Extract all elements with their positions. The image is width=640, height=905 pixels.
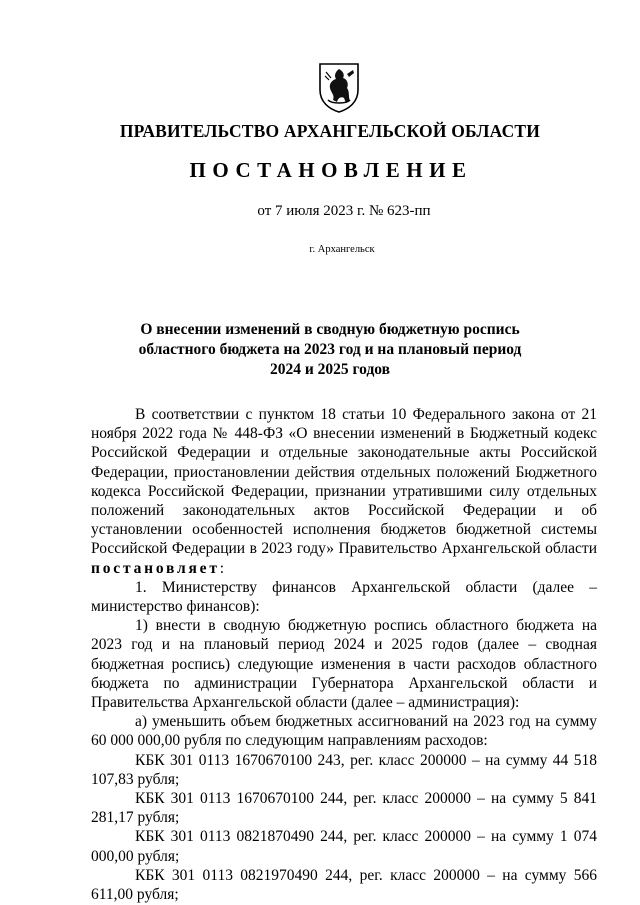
paragraph-a: а) уменьшить объем бюджетных ассигнований на 2023 год на сумму 60 000 000,00 рубля по следующим направлениям расходов: [91, 713, 597, 750]
coat-of-arms-icon [316, 60, 362, 114]
decree-word: постановляет [91, 559, 220, 577]
kbk-line: КБК 301 0113 1670670100 243, рег. класс 200000 – на сумму 44 518 107,83 рубля; [91, 751, 597, 788]
kbk-line: КБК 301 0113 0821870490 244, рег. класс 200000 – на сумму 1 074 000,00 рубля; [91, 828, 597, 865]
document-city: г. Архангельск [309, 244, 375, 255]
document-type: ПОСТАНОВЛЕНИЕ [189, 158, 473, 182]
kbk-line: КБК 301 0113 0821970490 244, рег. класс 200000 – на сумму 566 611,00 рубля; [91, 866, 597, 904]
subject-line: О внесении изменений в сводную бюджетную роспись [140, 321, 520, 338]
decree-colon: : [219, 559, 225, 577]
document-subject [120, 320, 540, 380]
document-body [91, 405, 597, 904]
subject-line: 2024 и 2025 годов [269, 361, 391, 378]
subject-line: областного бюджета на 2023 год и на плановый период [138, 341, 522, 358]
intro-text: В соответствии с пунктом 18 статьи 10 Федерального закона от 21 ноября 2022 года № 448-ФЗ «О внесении изменений в Бюджетный кодекс Российской Федерации и отдельные законодательные акты Российской Федерации, приостановлении действия отдельных положений Бюджетного кодекса Российской Федерации, признании утратившими силу отдельных положений законодательных актов Российской Федерации и об установлении особенностей исполнения бюджетов бюджетной системы Российской Федерации в 2023 году» Правительство Архангельской области [91, 406, 597, 558]
paragraph-1-1: 1) внести в сводную бюджетную роспись областного бюджета на 2023 год и на плановый период 2024 и 2025 годов (далее – сводная бюджетная роспись) следующие изменения в части расходов областного бюджета по администрации Губернатора Архангельской области и Правительства Архангельской области (далее – администрация): [91, 617, 597, 712]
intro-paragraph [91, 405, 597, 578]
kbk-line: КБК 301 0113 1670670100 244, рег. класс 200000 – на сумму 5 841 281,17 рубля; [91, 790, 597, 827]
document-date-number: от 7 июля 2023 г. № 623-пп [257, 203, 431, 219]
paragraph-1: 1. Министерству финансов Архангельской области (далее – министерство финансов): [91, 578, 597, 616]
government-name: ПРАВИТЕЛЬСТВО АРХАНГЕЛЬСКОЙ ОБЛАСТИ [119, 121, 541, 141]
